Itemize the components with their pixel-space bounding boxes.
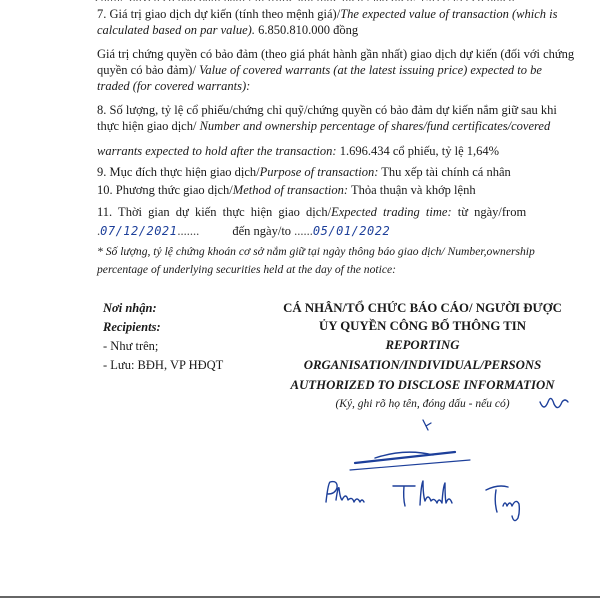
signature-stroke-1 bbox=[355, 452, 455, 463]
note-line1: * Số lượng, tỷ lệ chứng khoán cơ sở nắm giữ tại ngày thông báo giao dịch/ Number,ownership bbox=[97, 245, 535, 258]
page-bottom-rule bbox=[0, 596, 600, 598]
signature-stroke-3 bbox=[350, 460, 470, 470]
reporter-title-4: ORGANISATION/INDIVIDUAL/PERSONS bbox=[303, 358, 542, 372]
item11-line2: .07/12/2021....... đến ngày/to ......05/01/2022 bbox=[97, 224, 391, 238]
signature-word-1 bbox=[326, 482, 364, 502]
recipients-label-vn: Nơi nhận: bbox=[103, 301, 157, 315]
item8-line3: warrants expected to hold after the transaction: 1.696.434 cổ phiếu, tỷ lệ 1,64% bbox=[97, 144, 500, 158]
note-line2: percentage of underlying securities held at the day of the notice: bbox=[97, 263, 396, 276]
recipient-item-1: - Như trên; bbox=[103, 339, 159, 353]
signature-word-2 bbox=[393, 481, 452, 506]
reporter-title-1: CÁ NHÂN/TỔ CHỨC BÁO CÁO/ NGƯỜI ĐƯỢC bbox=[283, 301, 562, 315]
tick-mark bbox=[423, 420, 431, 430]
purpose-value: Thu xếp tài chính cá nhân bbox=[378, 165, 511, 179]
reporter-title-3: REPORTING bbox=[385, 338, 460, 352]
method-value: Thỏa thuận và khớp lệnh bbox=[348, 183, 476, 197]
item8-line2: thực hiện giao dịch/ Number and ownership percentage of shares/fund certificates/covered bbox=[97, 119, 551, 133]
signature-word-3 bbox=[486, 486, 519, 521]
transaction-value: 6.850.810.000 đồng bbox=[254, 23, 359, 37]
holding-after-value: 1.696.434 cổ phiếu, tỷ lệ 1,64% bbox=[336, 144, 500, 158]
item7-line1: 7. Giá trị giao dịch dự kiến (tính theo mệnh giá)/The expected value of transaction (which is bbox=[97, 7, 558, 21]
item9-line: 9. Mục đích thực hiện giao dịch/Purpose of transaction: Thu xếp tài chính cá nhân bbox=[97, 165, 511, 179]
item10-line: 10. Phương thức giao dịch/Method of transaction: Thỏa thuận và khớp lệnh bbox=[97, 183, 476, 197]
reporter-title-5: AUTHORIZED TO DISCLOSE INFORMATION bbox=[290, 378, 555, 392]
reporter-title-2: ỦY QUYỀN CÔNG BỐ THÔNG TIN bbox=[318, 319, 527, 333]
date-to: 05/01/2022 bbox=[312, 224, 391, 238]
recipients-label-en: Recipients: bbox=[103, 320, 161, 334]
item11-line1: 11. Thời gian dự kiến thực hiện giao dịch/Expected trading time: từ ngày/from bbox=[97, 205, 527, 219]
signature-stroke-2 bbox=[375, 452, 433, 458]
item7-line3: Giá trị chứng quyền có bảo đảm (theo giá phát hành gần nhất) giao dịch dự kiến (đối với chứng bbox=[97, 47, 575, 61]
cut-top-line bbox=[95, 0, 600, 1]
reporter-sign-instruction: (Ký, ghi rõ họ tên, đóng dấu - nếu có) bbox=[335, 398, 510, 410]
item7-line2: calculated based on par value). 6.850.810.000 đồng bbox=[97, 23, 359, 37]
date-from: 07/12/2021 bbox=[100, 224, 178, 238]
item7-line4: quyền có bảo đảm)/ Value of covered warrants (at the latest issuing price) expected to be bbox=[97, 63, 542, 77]
item8-line1: 8. Số lượng, tỷ lệ cổ phiếu/chứng chỉ quỹ/chứng quyền có bảo đảm dự kiến nắm giữ sau khi bbox=[97, 103, 557, 117]
recipient-item-2: - Lưu: BĐH, VP HĐQT bbox=[103, 358, 224, 372]
item7-line5: traded (for covered warrants): bbox=[97, 79, 251, 93]
